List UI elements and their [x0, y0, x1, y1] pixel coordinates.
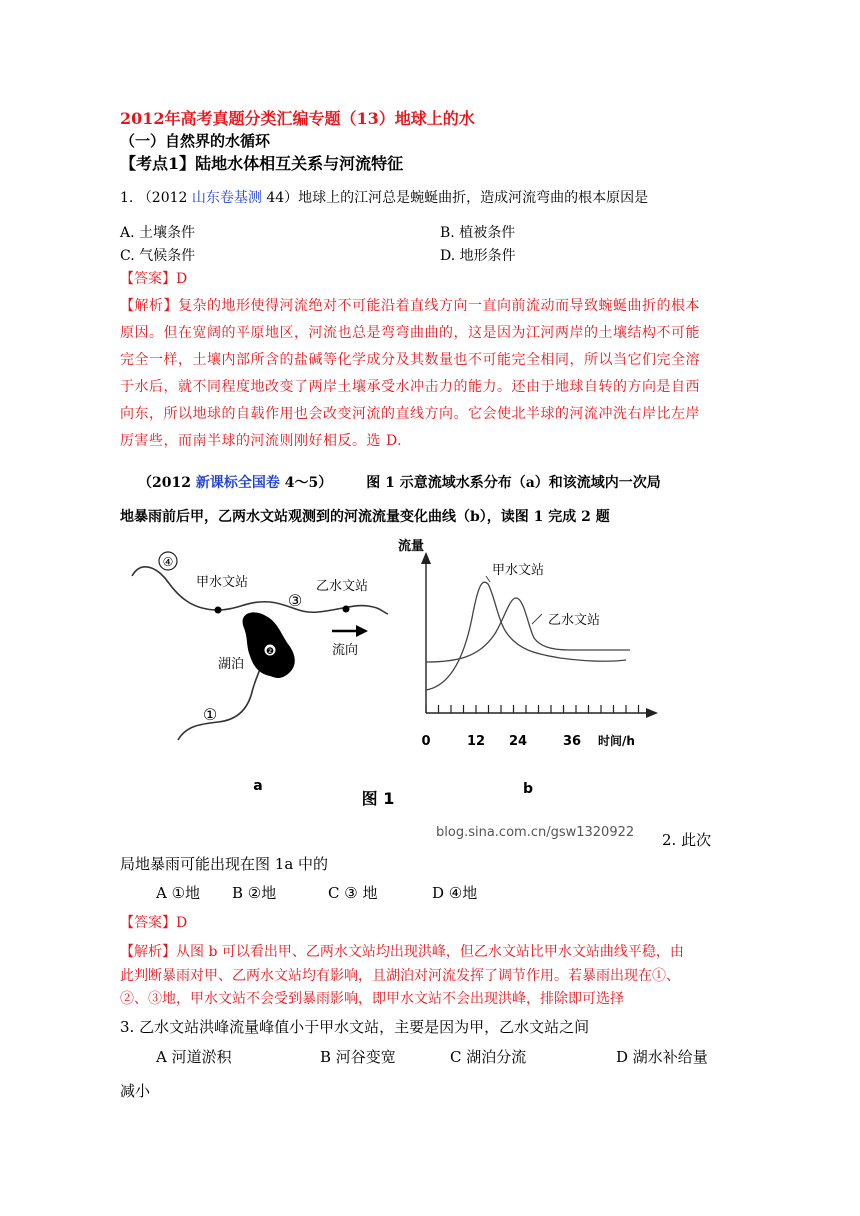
q1-prefix: 1. （2012	[120, 190, 192, 206]
lake-number: ❷	[265, 647, 275, 657]
q1-option-b: B. 植被条件	[440, 225, 516, 241]
q1-analysis-line: 完全一样，土壤内部所含的盐碱等化学成分及其数量也不可能完全相同，所以当它们完全溶	[120, 352, 700, 368]
q2-answer: 【答案】D	[120, 915, 188, 931]
chart-y-label: 流量	[398, 539, 425, 554]
figure-title: 图 1	[361, 789, 395, 808]
q2-option-a: A ①地	[156, 884, 201, 902]
q2-analysis-line: 此判断暴雨对甲、乙两水文站均有影响，且湖泊对河流发挥了调节作用。若暴雨出现在①、	[120, 968, 680, 984]
q2-analysis-label: 【解析】	[120, 944, 176, 960]
q2-number: 2. 此次	[662, 831, 712, 849]
q3-option-d: D 湖水补给量	[616, 1048, 708, 1066]
q1-answer: 【答案】D	[120, 271, 188, 287]
lake-label: 湖泊	[218, 657, 245, 672]
q3-option-a: A 河道淤积	[156, 1048, 232, 1066]
q2-analysis-line: ②、③地，甲水文站不会受到暴雨影响，即甲水文站不会出现洪峰，排除即可选择	[120, 991, 624, 1007]
intro-source-link[interactable]: 新课标全国卷	[195, 475, 280, 491]
intro-line-2: 地暴雨前后甲，乙两水文站观测到的河流流量变化曲线（b），读图 1 完成 2 题	[120, 509, 610, 525]
q1-analysis-label: 【解析】	[120, 298, 178, 314]
q1-option-d: D. 地形条件	[440, 248, 516, 264]
page-title: 2012年高考真题分类汇编专题（13）地球上的水	[120, 109, 475, 128]
q3-option-b: B 河谷变宽	[320, 1048, 396, 1066]
series-station-b-line	[426, 598, 630, 662]
river-tributary-1	[178, 660, 262, 740]
map-caption: a	[253, 778, 263, 794]
q2-analysis-line: 【解析】从图 b 可以看出甲、乙两水文站均出现洪峰，但乙水文站比甲水文站曲线平稳，由	[120, 944, 684, 960]
chart-caption: b	[522, 781, 534, 797]
q1-suffix: 44）地球上的江河总是蜿蜒曲折，造成河流弯曲的根本原因是	[261, 190, 649, 206]
question-1-stem	[120, 187, 648, 207]
q1-option-a: A. 土壤条件	[120, 225, 196, 241]
series-station-a-label: 甲水文站	[492, 563, 545, 578]
figure-1	[120, 528, 740, 853]
q2-option-c: C ③ 地	[328, 884, 378, 902]
q3-option-c: C 湖泊分流	[450, 1048, 527, 1066]
q1-source-link[interactable]: 山东卷基测	[191, 190, 262, 206]
flow-chart	[398, 538, 658, 797]
tick-label: 36	[562, 734, 582, 749]
series-station-b-label: 乙水文站	[548, 613, 601, 628]
q1-analysis-line: 厉害些，而南半球的河流则刚好相反。选 D.	[120, 433, 403, 449]
q3-option-d-tail: 减小	[120, 1082, 151, 1100]
q1-analysis-line: 【解析】复杂的地形使得河流绝对不可能沿着直线方向一直向前流动而导致蜿蜒曲折的根本	[120, 298, 700, 314]
station-b-label: 乙水文站	[316, 579, 369, 594]
q2-option-b: B ②地	[232, 884, 277, 902]
series-station-a-line	[426, 582, 626, 690]
tick-label: 12	[466, 734, 486, 749]
q1-analysis-line: 原因。但在宽阔的平原地区，河流也总是弯弯曲曲的，这是因为江河两岸的土壤结构不可能	[120, 325, 700, 341]
flow-label: 流向	[332, 643, 359, 658]
river-label-3: ③	[287, 591, 303, 610]
q2-stem: 局地暴雨可能出现在图 1a 中的	[120, 855, 329, 873]
watermark: blog.sina.com.cn/gsw1320922	[436, 825, 635, 840]
station-b-dot	[343, 606, 350, 613]
q2-option-d: D ④地	[432, 884, 478, 902]
topic-heading: 【考点1】陆地水体相互关系与河流特征	[120, 154, 404, 173]
q1-analysis-line: 向东，所以地球的自载作用也会改变河流的直线方向。它会使北半球的河流冲洗右岸比左岸	[120, 406, 700, 422]
figure-1-svg	[120, 528, 740, 853]
station-a-label: 甲水文站	[196, 575, 249, 590]
intro-line-1: （2012 新课标全国卷 4～5） 图 1 示意流域水系分布（a）和该流域内一次局	[138, 475, 661, 491]
section-heading: （一）自然界的水循环	[120, 132, 271, 150]
station-a-dot	[215, 607, 222, 614]
tick-label: 24	[508, 734, 528, 749]
chart-x-label: 时间/h	[598, 734, 635, 748]
q1-analysis-line: 于水后，就不同程度地改变了两岸土壤承受水冲击力的能力。还由于地球自转的方向是自西	[120, 379, 700, 395]
river-label-1: ①	[202, 705, 218, 724]
tick-label: 0	[421, 734, 431, 749]
river-label-4: ④	[162, 555, 174, 569]
q1-option-c: C. 气候条件	[120, 248, 196, 264]
q3-stem: 3. 乙水文站洪峰流量峰值小于甲水文站，主要是因为甲，乙水文站之间	[120, 1018, 590, 1036]
